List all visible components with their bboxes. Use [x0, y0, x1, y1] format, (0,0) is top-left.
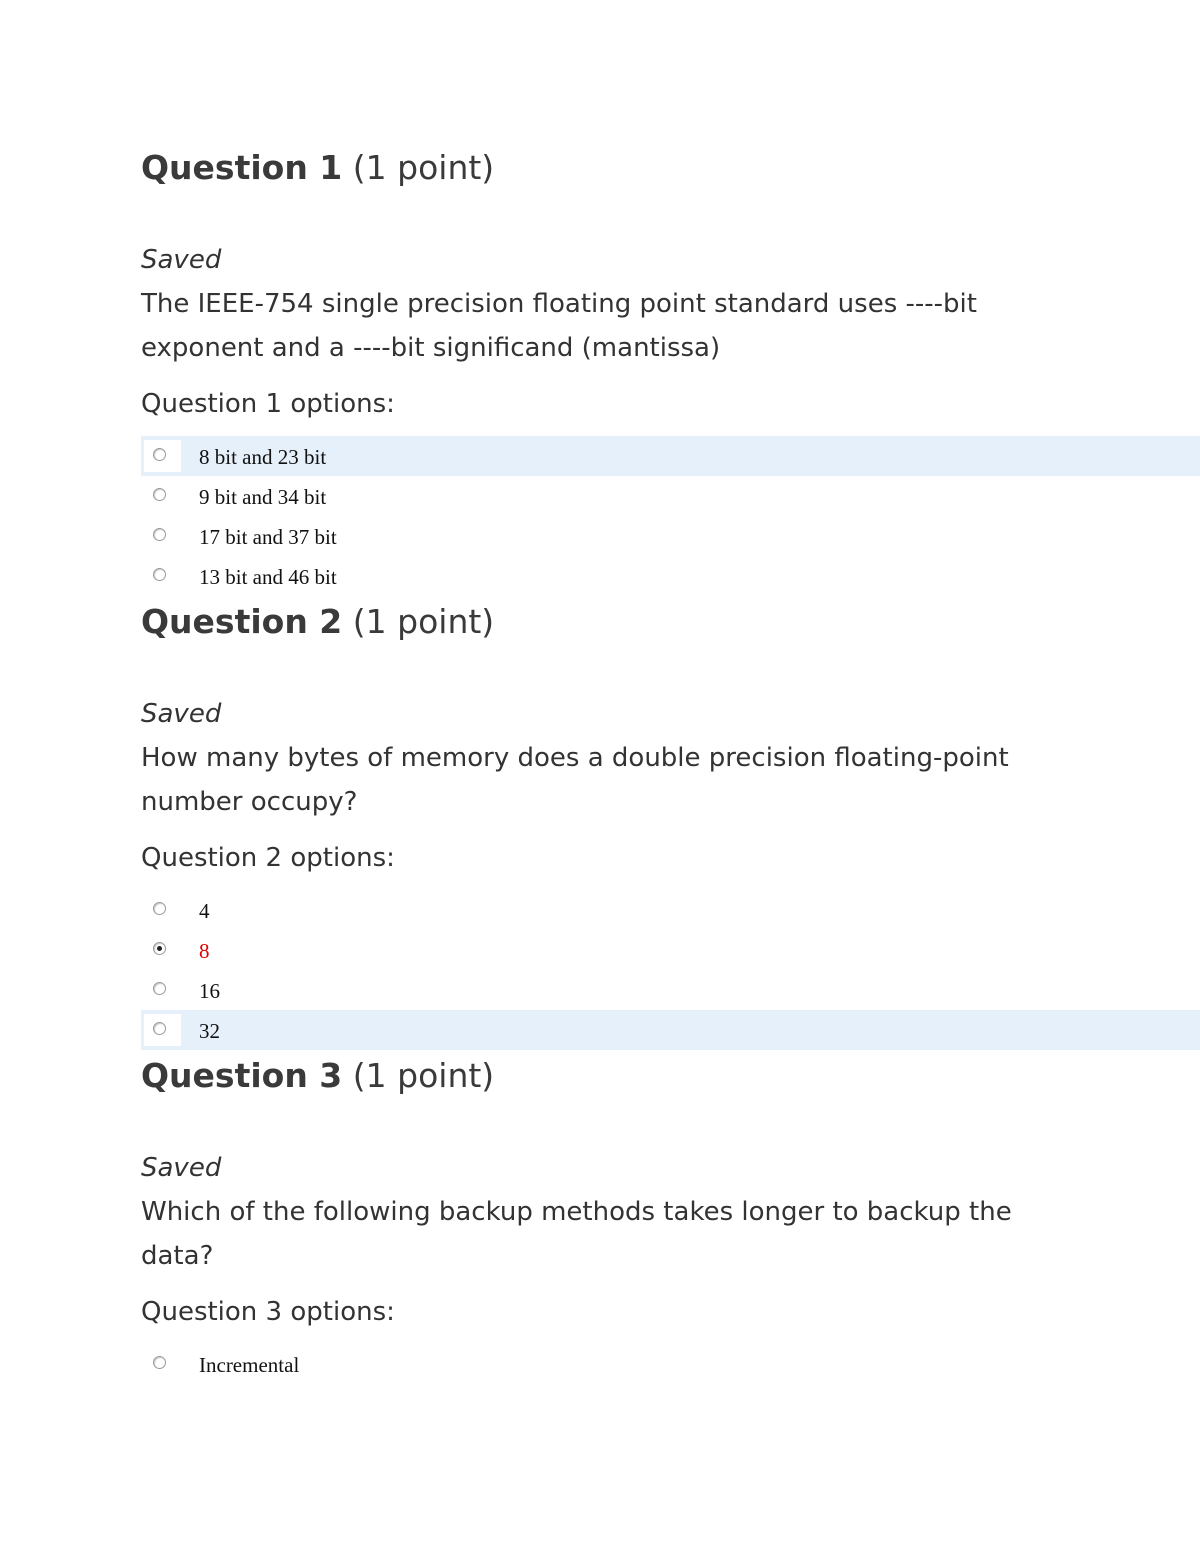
question-2-points: (1 point)	[352, 602, 495, 641]
question-3-label: Question 3	[141, 1056, 343, 1095]
question-3-status: Saved	[141, 1153, 222, 1183]
option-label: Incremental	[199, 1353, 300, 1377]
question-2-option-2[interactable]	[141, 930, 1200, 970]
radio-box	[144, 520, 181, 552]
question-2-title	[141, 594, 494, 650]
question-1-options-label: Question 1 options:	[141, 389, 395, 419]
radio-box	[144, 480, 181, 512]
option-label: 8	[199, 939, 210, 963]
radio-button-icon[interactable]	[153, 982, 166, 995]
question-2-text: How many bytes of memory does a double precision floating-point number occupy?	[141, 743, 1009, 817]
radio-box	[144, 934, 181, 966]
option-label: 4	[199, 899, 210, 923]
option-label: 13 bit and 46 bit	[199, 565, 337, 589]
radio-button-icon[interactable]	[153, 448, 166, 461]
question-1-label: Question 1	[141, 148, 343, 187]
question-1-text: The IEEE-754 single precision floating point standard uses ----bit exponent and a ----bit significand (mantissa)	[141, 289, 977, 363]
question-2-options	[141, 890, 1200, 1050]
option-label: 9 bit and 34 bit	[199, 485, 327, 509]
option-label: 17 bit and 37 bit	[199, 525, 337, 549]
radio-box	[144, 440, 181, 472]
question-2-label: Question 2	[141, 602, 343, 641]
radio-button-icon[interactable]	[153, 568, 166, 581]
question-1-option-3[interactable]	[141, 516, 1200, 556]
radio-box	[144, 974, 181, 1006]
question-1-status: Saved	[141, 245, 222, 275]
question-2-status: Saved	[141, 699, 222, 729]
radio-box	[144, 894, 181, 926]
question-1-points: (1 point)	[352, 148, 495, 187]
question-3-option-1[interactable]	[141, 1344, 1200, 1384]
question-1-option-4[interactable]	[141, 556, 1200, 596]
radio-button-icon[interactable]	[153, 902, 166, 915]
option-label: 8 bit and 23 bit	[199, 445, 327, 469]
question-1-options	[141, 436, 1200, 596]
question-2-option-1[interactable]	[141, 890, 1200, 930]
question-2-option-3[interactable]	[141, 970, 1200, 1010]
question-1-option-1[interactable]	[141, 436, 1200, 476]
question-3-options	[141, 1344, 1200, 1384]
radio-button-icon[interactable]	[153, 942, 166, 955]
question-3-points: (1 point)	[352, 1056, 495, 1095]
question-3-options-label: Question 3 options:	[141, 1297, 395, 1327]
question-1-option-2[interactable]	[141, 476, 1200, 516]
radio-button-icon[interactable]	[153, 1356, 166, 1369]
radio-button-icon[interactable]	[153, 1022, 166, 1035]
question-1-title	[141, 140, 494, 196]
radio-box	[144, 1014, 181, 1046]
question-3-text: Which of the following backup methods takes longer to backup the data?	[141, 1197, 1012, 1271]
question-3-title	[141, 1048, 494, 1104]
radio-box	[144, 1348, 181, 1380]
radio-button-icon[interactable]	[153, 488, 166, 501]
option-label: 16	[199, 979, 220, 1003]
radio-box	[144, 560, 181, 592]
question-2-options-label: Question 2 options:	[141, 843, 395, 873]
radio-button-icon[interactable]	[153, 528, 166, 541]
option-label: 32	[199, 1019, 220, 1043]
question-2-option-4[interactable]	[141, 1010, 1200, 1050]
